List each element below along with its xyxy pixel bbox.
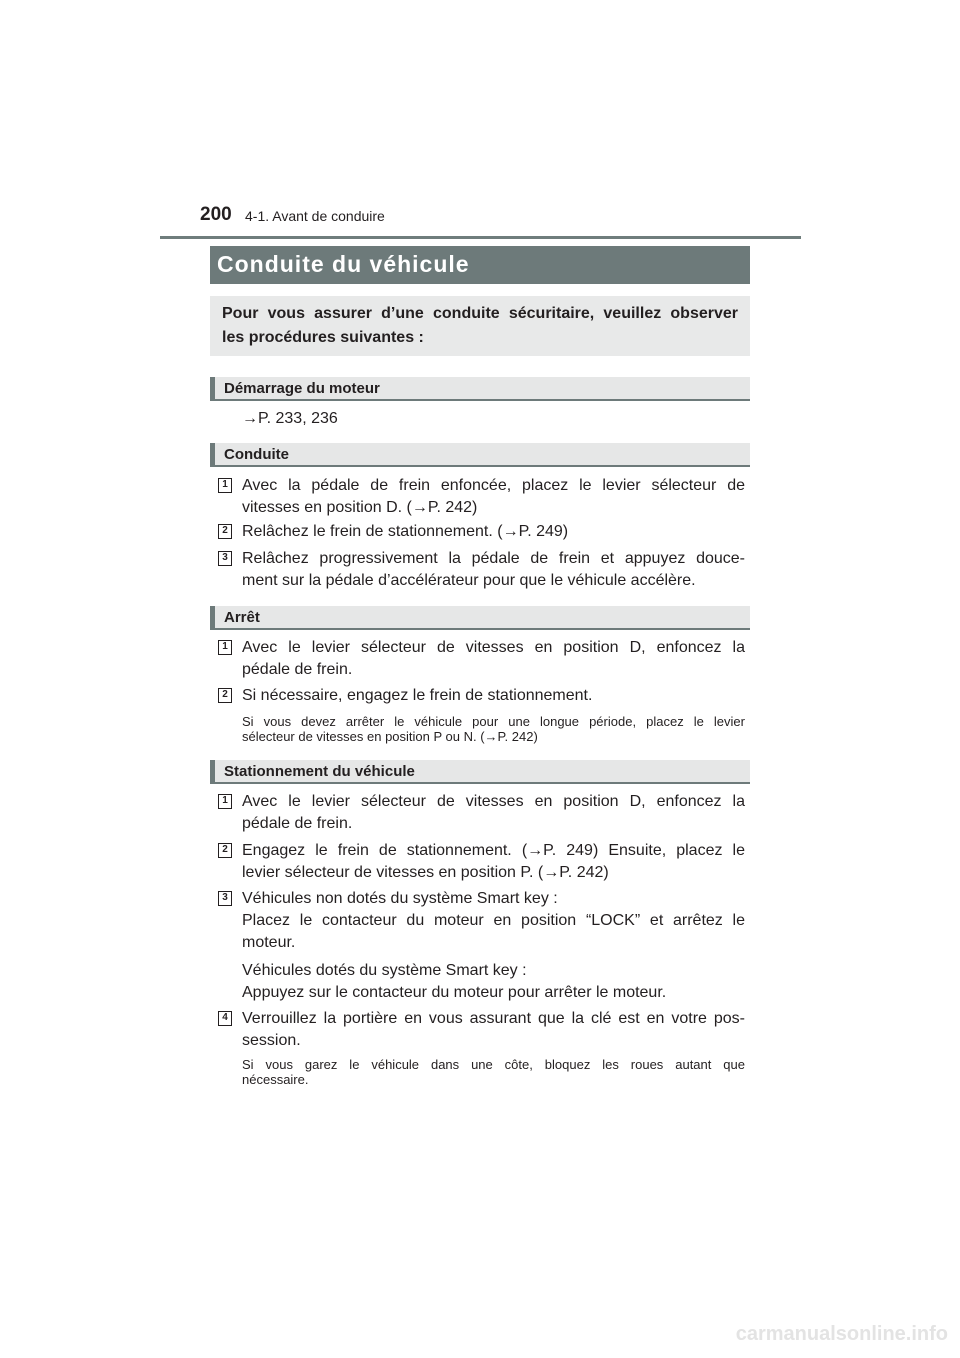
step-number-badge: 3: [218, 551, 232, 566]
step-line: vitesses en position D. (→P. 242): [242, 499, 478, 516]
step-line: Engagez le frein de stationnement. (→P. 249) Ensuite, placez le: [242, 842, 745, 859]
note-text: [242, 714, 745, 744]
step-text: [242, 840, 745, 884]
watermark: carmanualsonline.info: [735, 1323, 948, 1345]
step-line: Verrouillez la portière en vous assurant que la clé est en votre pos-: [242, 1010, 745, 1027]
section-reference: 4-1. Avant de conduire: [245, 208, 385, 224]
step-line: session.: [242, 1032, 301, 1049]
subheading-conduite: Conduite: [210, 443, 750, 467]
subheading-stationnement: Stationnement du véhicule: [210, 760, 750, 784]
step-text: [242, 548, 745, 592]
step-line: Avec le levier sélecteur de vitesses en position D, enfoncez la: [242, 639, 745, 656]
page-header: [160, 200, 801, 239]
step-number-badge: 1: [218, 478, 232, 493]
step-number-badge: 3: [218, 891, 232, 906]
note-line: sélecteur de vitesses en position P ou N. (→P. 242): [242, 729, 538, 744]
note-line: Si vous devez arrêter le véhicule pour une longue période, placez le levier: [242, 714, 745, 729]
page-number: 200: [200, 204, 232, 225]
step-line: Avec le levier sélecteur de vitesses en position D, enfoncez la: [242, 793, 745, 810]
step-line: Appuyez sur le contacteur du moteur pour arrêter le moteur.: [242, 984, 667, 1001]
step-line: levier sélecteur de vitesses en position P. (→P. 242): [242, 864, 609, 881]
note-line: nécessaire.: [242, 1072, 309, 1087]
step-text: [242, 475, 745, 519]
page-title: Conduite du véhicule: [210, 246, 750, 284]
step-line: pédale de frein.: [242, 815, 353, 832]
note-line: Si vous garez le véhicule dans une côte, bloquez les roues autant que: [242, 1057, 745, 1072]
step-line: Véhicules dotés du système Smart key :: [242, 962, 527, 979]
step-line: Si nécessaire, engagez le frein de stationnement.: [242, 687, 593, 704]
step-number-badge: 4: [218, 1011, 232, 1026]
step-line: pédale de frein.: [242, 661, 353, 678]
intro-line: les procédures suivantes :: [222, 329, 424, 346]
step-text: [242, 637, 745, 681]
step-number-badge: 1: [218, 794, 232, 809]
intro-box: [210, 296, 750, 356]
step-line: ment sur la pédale d’accélérateur pour que le véhicule accélère.: [242, 572, 696, 589]
step-text: [242, 521, 745, 543]
step-text: [242, 685, 745, 707]
note-text: [242, 1057, 745, 1087]
step-number-badge: 2: [218, 688, 232, 703]
step-line: Relâchez progressivement la pédale de frein et appuyez douce-: [242, 550, 745, 567]
step-number-badge: 2: [218, 843, 232, 858]
subheading-demarrage: Démarrage du moteur: [210, 377, 750, 401]
step-line: Véhicules non dotés du système Smart key :: [242, 890, 558, 907]
step-line: moteur.: [242, 934, 296, 951]
step-text: [242, 791, 745, 835]
intro-line: Pour vous assurer d’une conduite sécuritaire, veuillez observer: [222, 305, 738, 322]
step-text: [242, 1008, 745, 1052]
step-line: Relâchez le frein de stationnement. (→P. 249): [242, 523, 569, 540]
subheading-arret: Arrêt: [210, 606, 750, 630]
step-number-badge: 2: [218, 524, 232, 539]
step-line: Placez le contacteur du moteur en position “LOCK” et arrêtez le: [242, 912, 745, 929]
step-text: [242, 888, 745, 1004]
page-reference-link[interactable]: →P. 233, 236: [242, 410, 338, 427]
step-number-badge: 1: [218, 640, 232, 655]
step-line: Avec la pédale de frein enfoncée, placez le levier sélecteur de: [242, 477, 745, 494]
